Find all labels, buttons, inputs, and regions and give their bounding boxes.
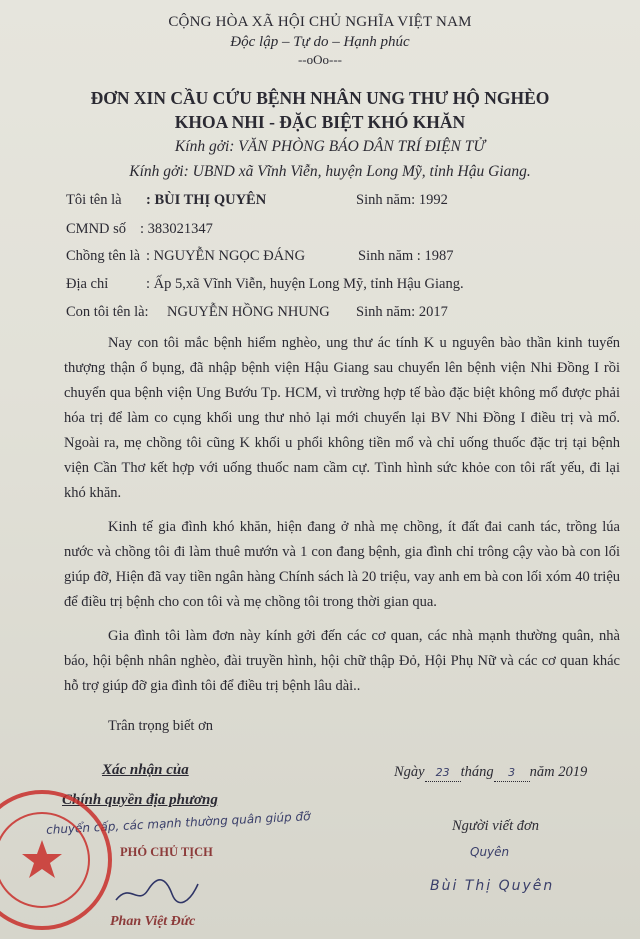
writer-short-signature: Quyên <box>470 845 510 859</box>
writer-full-signature: Bùi Thị Quyên <box>430 878 555 894</box>
confirmation-label: Xác nhận của <box>102 762 189 778</box>
official-title: PHÓ CHỦ TỊCH <box>120 845 213 859</box>
name-label: Tôi tên là <box>66 192 122 208</box>
date-month-label: tháng <box>460 764 494 780</box>
date-day: 23 <box>435 766 450 779</box>
husband-value: : NGUYỄN NGỌC ĐÁNG <box>146 248 306 264</box>
handwritten-note: chuyển cấp, các mạnh thường quân giúp đỡ <box>45 809 311 837</box>
star-icon <box>0 794 108 926</box>
husband-label: Chồng tên là <box>66 248 141 264</box>
date-line <box>394 764 587 782</box>
official-seal-icon <box>0 790 112 930</box>
birth-year-2: Sinh năm : 1987 <box>358 248 454 264</box>
document-title-line1: ĐƠN XIN CẦU CỨU BỆNH NHÂN UNG THƯ HỘ NGHÈO <box>90 88 550 108</box>
address-label: Địa chỉ <box>66 276 109 292</box>
date-month: 3 <box>508 766 516 779</box>
motto: Độc lập – Tự do – Hạnh phúc <box>230 34 410 50</box>
paragraph-1: Nay con tôi mắc bệnh hiểm nghèo, ung thư ác tính K u nguyên bào thần kinh tuyến thượng thận ổ bụng, đã nhập bệnh viện Hậu Giang sau chuyển lên bệnh viện Nhi Đồng I rồi chuyển qua bệnh viện Ung Bướu Tp. HCM, vì trường hợp tế bào đặc biệt không mổ được phải hóa trị để làm co cụng khối ung thư nhỏ lại mới chuyển lại BV Nhi Đồng I điều trị và mổ. Ngoài ra, mẹ chồng tôi cũng K khối u phổi không tiền mổ và chỉ uống thuốc đặc trị tại bệnh viện Cần Thơ kết hợp với uống thuốc nam cầm cự. Tình hình sức khỏe con tôi rất yếu, đi lại khó khăn. <box>64 335 620 501</box>
child-value: NGUYỄN HỒNG NHUNG <box>167 304 330 320</box>
paragraph-2: Kinh tế gia đình khó khăn, hiện đang ở nhà mẹ chồng, ít đất đai canh tác, trồng lúa nước và chồng tôi đi làm thuê mướn và 1 con đang bệnh, gia đình chỉ trông cậy vào bà con lối giúp đỡ, Hiện đã vay tiền ngân hàng Chính sách là 20 triệu, vay anh em bà con lối xóm 40 triệu để điều trị bệnh cho con tôi và mẹ chồng tôi trong thời gian qua. <box>64 519 620 610</box>
recipient-2: Kính gởi: UBND xã Vĩnh Viễn, huyện Long Mỹ, tỉnh Hậu Giang. <box>129 163 531 180</box>
recipient-1: Kính gởi: VĂN PHÒNG BÁO DÂN TRÍ ĐIỆN TỬ <box>174 138 486 155</box>
local-authority-label: Chính quyền địa phương <box>62 792 218 808</box>
date-year: năm 2019 <box>529 764 588 780</box>
address-value: : Ấp 5,xã Vĩnh Viễn, huyện Long Mỹ, tỉnh Hậu Giang. <box>146 276 464 292</box>
birth-year-1: Sinh năm: 1992 <box>356 192 448 208</box>
official-signature-icon <box>112 872 202 912</box>
header-separator: --oOo--- <box>297 52 343 67</box>
writer-label: Người viết đơn <box>452 818 540 834</box>
thanks-text: Trân trọng biết ơn <box>108 718 214 734</box>
id-label: CMND số <box>66 221 127 237</box>
id-value: : 383021347 <box>140 221 213 237</box>
birth-year-3: Sinh năm: 2017 <box>356 304 448 320</box>
child-label: Con tôi tên là: <box>66 304 149 320</box>
document-title-line2: KHOA NHI - ĐẶC BIỆT KHÓ KHĂN <box>174 112 466 132</box>
country-header: CỘNG HÒA XÃ HỘI CHỦ NGHĨA VIỆT NAM <box>168 14 472 30</box>
paragraph-3: Gia đình tôi làm đơn này kính gởi đến các cơ quan, các nhà mạnh thường quân, nhà báo, hội bệnh nhân nghèo, đài truyền hình, hội chữ thập Đỏ, Hội Phụ Nữ và các cơ quan khác hỗ trợ giúp đỡ gia đình tôi để điều trị bệnh lâu dài.. <box>64 628 620 694</box>
name-value: : BÙI THỊ QUYÊN <box>146 192 267 208</box>
date-prefix: Ngày <box>394 764 425 780</box>
official-name: Phan Việt Đức <box>110 914 196 929</box>
